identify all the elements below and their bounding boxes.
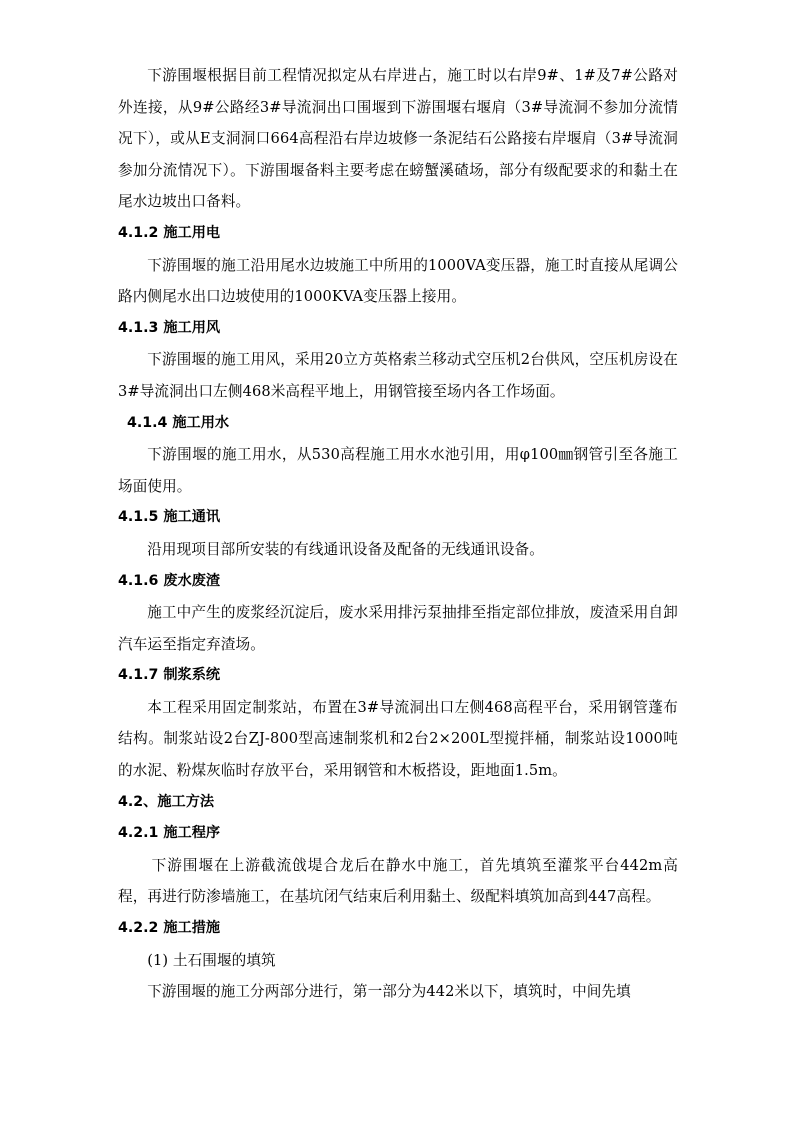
heading-4-2-1: 4.2.1 施工程序 <box>118 825 221 842</box>
heading-4-2-2: 4.2.2 施工措施 <box>118 920 221 937</box>
heading-4-1-7: 4.1.7 制浆系统 <box>118 667 221 684</box>
list-item-earth-rock-fill: (1) 土石围堰的填筑 <box>147 951 276 969</box>
paragraph-communication: 沿用现项目部所安装的有线通讯设备及配备的无线通讯设备。 <box>147 540 544 558</box>
heading-4-1-2: 4.1.2 施工用电 <box>118 224 221 241</box>
heading-4-1-5: 4.1.5 施工通讯 <box>118 509 221 526</box>
paragraph-water: 下游围堰的施工用水，从530高程施工用水水池引用，用φ100㎜钢管引至各施工场面使用。 <box>118 446 678 495</box>
heading-4-2: 4.2、施工方法 <box>118 793 215 810</box>
heading-4-1-6: 4.1.6 废水废渣 <box>118 572 221 589</box>
paragraph-waste: 施工中产生的废浆经沉淀后，废水采用排污泵抽排至指定部位排放，废渣采用自卸汽车运至指定弃渣场。 <box>118 604 678 653</box>
paragraph-air: 下游围堰的施工用风，采用20立方英格索兰移动式空压机2台供风，空压机房设在3#导流洞出口左侧468米高程平地上，用钢管接至场内各工作场面。 <box>118 351 678 400</box>
paragraph-route-plan: 下游围堰根据目前工程情况拟定从右岸进占，施工时以右岸9#、1#及7#公路对外连接，从9#公路经3#导流洞出口围堰到下游围堰右堰肩（3#导流洞不参加分流情况下），或从E支洞洞口664高程沿右岸边坡修一条泥结石公路接右岸堰肩（3#导流洞参加分流情况下）。下游围堰备料主要考虑在螃蟹溪碴场，部分有级配要求的和黏土在尾水边坡出口备料。 <box>118 67 678 211</box>
document-page <box>118 60 678 1008</box>
paragraph-procedure: 下游围堰在上游截流戗堤合龙后在静水中施工，首先填筑至灌浆平台442m高程，再进行防渗墙施工，在基坑闭气结束后利用黏土、级配料填筑加高到447高程。 <box>118 856 678 906</box>
paragraph-fill-stages: 下游围堰的施工分两部分进行，第一部分为442米以下，填筑时，中间先填 <box>147 983 631 1001</box>
paragraph-grout-system: 本工程采用固定制浆站，布置在3#导流洞出口左侧468高程平台，采用钢管蓬布结构。制浆站设2台ZJ-800型高速制浆机和2台2×200L型搅拌桶，制浆站设1000吨的水泥、粉煤灰临时存放平台，采用钢管和木板搭设，距地面1.5m。 <box>118 698 678 780</box>
heading-4-1-4: 4.1.4 施工用水 <box>127 414 230 431</box>
heading-4-1-3: 4.1.3 施工用风 <box>118 319 221 336</box>
paragraph-power: 下游围堰的施工沿用尾水边坡施工中所用的1000VA变压器，施工时直接从尾调公路内侧尾水出口边坡使用的1000KVA变压器上接用。 <box>118 256 678 306</box>
